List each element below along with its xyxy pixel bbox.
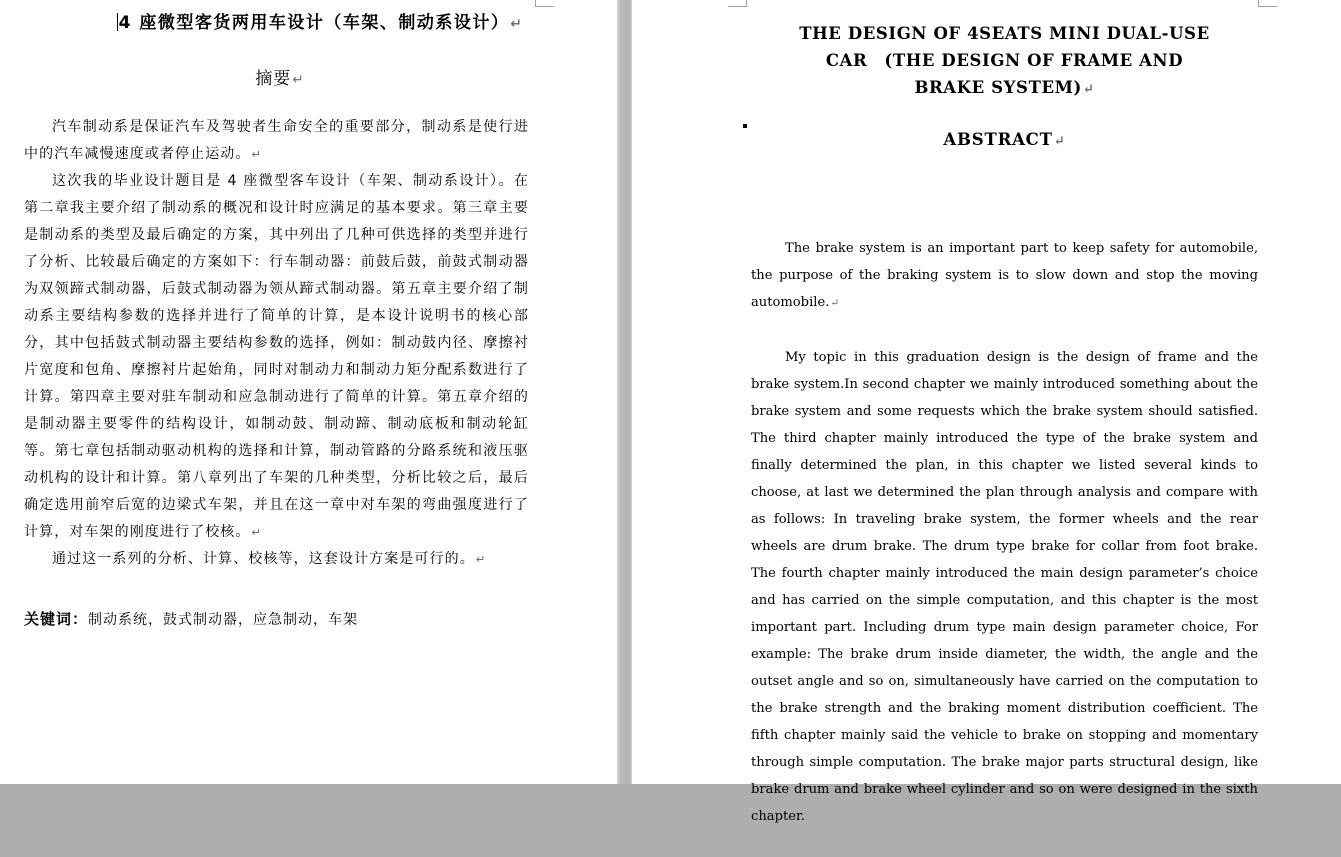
- chinese-paragraph-text: 通过这一系列的分析、计算、校核等，这套设计方案是可行的。: [52, 551, 475, 567]
- english-title: [772, 20, 1237, 103]
- english-paragraph: [751, 235, 1258, 317]
- paragraph-mark-icon: ↵: [830, 297, 840, 309]
- paragraph-mark-icon: ↵: [251, 148, 262, 161]
- chinese-abstract-heading-text: 摘要: [255, 69, 292, 89]
- paragraph-mark-icon: ↵: [1082, 82, 1095, 97]
- chinese-title-text: 4 座微型客货两用车设计（车架、制动系设计）: [118, 13, 510, 33]
- paragraph-mark-icon: ↵: [251, 526, 262, 539]
- chinese-keywords: [24, 608, 529, 629]
- page-gutter: [617, 0, 632, 784]
- english-title-line-last: [772, 74, 1237, 103]
- chinese-abstract-body[interactable]: [24, 114, 529, 573]
- chinese-paragraph: [24, 546, 529, 573]
- crop-mark: [535, 0, 554, 7]
- paragraph-mark-icon: ↵: [510, 16, 524, 32]
- english-abstract-heading: [772, 130, 1237, 149]
- paragraph-mark-icon: ↵: [292, 72, 305, 88]
- crop-mark: [728, 0, 747, 7]
- chinese-paragraph: [24, 114, 529, 168]
- bullet-icon: [743, 124, 747, 128]
- english-paragraph: [751, 344, 1258, 830]
- english-paragraph-text: The brake system is an important part to keep safety for automobile, the purpose of the braking system is to slow down and stop the moving automobile.: [751, 241, 1258, 310]
- english-title-line: CAR (THE DESIGN OF FRAME AND: [825, 51, 1184, 70]
- keywords-label: 关键词：: [24, 610, 89, 628]
- chinese-paragraph-text: 这次我的毕业设计题目是 4 座微型客车设计（车架、制动系设计）。在第二章我主要介绍了制动系的概况和设计时应满足的基本要求。第三章主要是制动系的类型及最后确定的方案，其中列出了几种可供选择的类型并进行了分析、比较最后确定的方案如下：行车制动器：前鼓后鼓，前鼓式制动器为双领蹄式制动器，后鼓式制动器为领从蹄式制动器。第五章主要介绍了制动系主要结构参数的选择并进行了简单的计算，是本设计说明书的核心部分，其中包括鼓式制动器主要结构参数的选择，例如：制动鼓内径、摩擦衬片宽度和包角、摩擦衬片起始角，同时对制动力和制动力矩分配系数进行了计算。第四章主要对驻车制动和应急制动进行了简单的计算。第五章介绍的是制动器主要零件的结构设计，如制动鼓、制动蹄、制动底板和制动轮缸等。第七章包括制动驱动机构的选择和计算，制动管路的分路系统和液压驱动机构的设计和计算。第八章列出了车架的几种类型，分析比较之后，最后确定选用前窄后宽的边梁式车架，并且在这一章中对车架的弯曲强度进行了计算，对车架的刚度进行了校核。: [24, 173, 529, 540]
- text-cursor: [117, 13, 118, 31]
- paragraph-mark-icon: ↵: [475, 553, 487, 566]
- paragraph-mark-icon: ↵: [1053, 134, 1066, 149]
- english-abstract-heading-text: ABSTRACT: [943, 130, 1053, 149]
- chinese-abstract-heading: [0, 64, 560, 89]
- chinese-paragraph: [24, 168, 529, 546]
- english-abstract-body[interactable]: [751, 208, 1258, 857]
- chinese-title: [0, 8, 640, 33]
- keywords-value: 制动系统，鼓式制动器，应急制动，车架: [88, 612, 359, 628]
- crop-mark: [1258, 0, 1277, 7]
- english-paragraph-text: My topic in this graduation design is the design of frame and the brake system.In second chapter we mainly introduced something about the brake system and some requests which the brake system should satisfied. The third chapter mainly introduced the type of the brake system and finally determined the plan, in this chapter we listed several kinds to choose, at last we determined the plan through analysis and compare with as follows: In traveling brake system, the former wheels and the rear wheels are drum brake. The drum type brake for collar from foot brake. The fourth chapter mainly introduced the main design parameter’s choice and has carried on the simple computation, and this chapter is the most important part. Including drum type main design parameter choice, For example: The brake drum inside diameter, the width, the angle and the outset angle and so on, simultaneously have carried on the computation to the brake strength and the braking moment distribution coefficient. The fifth chapter mainly said the vehicle to brake on stopping and momentary through simple computation. The brake major parts structural design, like brake drum and brake wheel cylinder and so on were designed in the sixth chapter.: [751, 350, 1258, 824]
- document-page-chinese[interactable]: [0, 0, 617, 784]
- english-title-line: BRAKE SYSTEM): [914, 78, 1082, 97]
- document-page-english[interactable]: [632, 0, 1341, 824]
- english-title-line: THE DESIGN OF 4SEATS MINI DUAL-USE: [799, 24, 1210, 43]
- chinese-paragraph-text: 汽车制动系是保证汽车及驾驶者生命安全的重要部分，制动系是使行进中的汽车减慢速度或者停止运动。: [24, 119, 529, 162]
